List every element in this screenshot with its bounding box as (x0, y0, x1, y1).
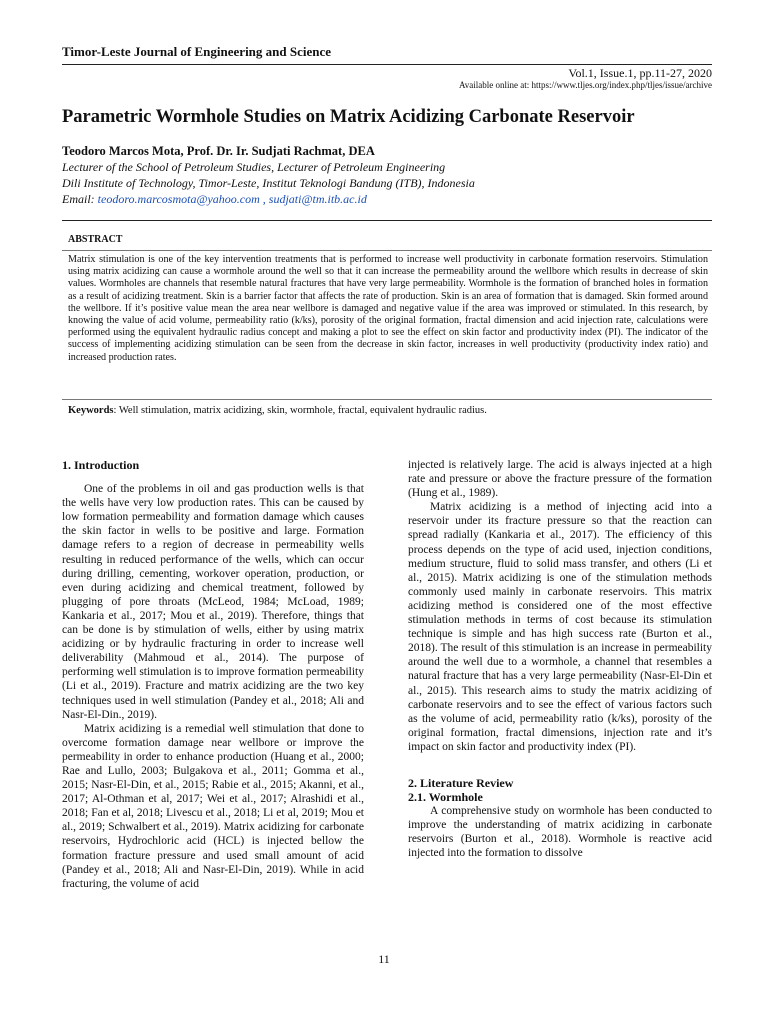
keywords-list: : Well stimulation, matrix acidizing, skin, wormhole, fractal, equivalent hydraulic radius. (113, 405, 487, 416)
abstract-heading: ABSTRACT (68, 234, 123, 245)
paragraph: Matrix acidizing is a method of injecting acid into a reservoir under its fracture pressure so that the reaction can spread radially (Kankaria et al., 2017). The efficiency of this process depends on the type of acid used, injection conditions, medium structure, fluid to solid mass transfer, and others (Li et al., 2015). Matrix acidizing is one of the stimulation methods commonly used mainly in carbonate reservoirs. This matrix acidizing method is considered one of the most effective stimulation methods in terms of cost because its stimulation technique is simple and has high success rate (Burton et al., 2018). The result of this stimulation is an increase in permeability around the well due to a wormhole, a channel that resembles a natural fracture that has a very large permeability (Nasr-El-Din et al., 2015). This research aims to study the matrix acidizing of carbonate reservoirs and to see the effect of various factors such as the volume of acid, permeability ratio (k/ks), porosity of the original formation, fractal dimensions, injection rate and it’s impact on skin factor and productivity index (PI). (408, 501, 712, 753)
keywords-label: Keywords (68, 405, 114, 416)
title-rule (62, 220, 712, 221)
paper-title: Parametric Wormhole Studies on Matrix Acidizing Carbonate Reservoir (62, 107, 635, 127)
page-number: 11 (378, 952, 390, 966)
email-addresses[interactable]: teodoro.marcosmota@yahoo.com , sudjati@tm.itb.ac.id (97, 192, 367, 206)
spacer (408, 754, 712, 776)
email-line (62, 192, 367, 207)
left-column (62, 458, 364, 891)
abstract-text: Matrix stimulation is one of the key intervention treatments that is performed to increase well productivity in carbonate formation reservoirs. Stimulation using matrix acidizing can cause a wormhole around the well so that it can increase the permeability around the wellbore which results in decrease of skin values. Wormholes are channels that resemble natural fractures that have very large permeability. Wormhole is the formation of branched holes in formation as a result of acidizing treatment. Skin is a barrier factor that affects the rate of production. Skin is an area of formation that is damaged. Skin formed around the wellbore. If it’s positive value mean the area near wellbore is damaged and negative value if the area was improved or stimulated. In this research, by knowing the value of acid volume, permeability ratio (k/ks), porosity of the original formation, fractal dimension and acid injection rate, calculations were performed using the equivalent hydraulic radius concept and making a plot to see the effect on skin factor and productivity index (PI). The indicator of the success of implementing acidizing stimulation can be seen from the decrease in skin factor, increases in well productivity (productivity index ratio) and increased production rates. (68, 254, 708, 363)
right-column (408, 458, 712, 861)
paragraph: Matrix acidizing is a remedial well stimulation that done to overcome formation damage near wellbore or improve the permeability in order to enhance production (Huang et al., 2000; Rae and Lullo, 2003; Bulgakova et al., 2011; Gomma et al., 2015; Nasr-El-Din, et al., 2015; Rabie et al., 2015; Akanni, et al., 2017; Al-Othman et al, 2017; Wei et al., 2017; Alrashidi et al., 2018; Fan et al, 2018; Livescu et al., 2018; Li et al, 2019; Mou et al., 2019; Schwalbert et al., 2019). Matrix acidizing for carbonate reservoirs, Hydrochloric acid (HCL) is injected bellow the formation fracture pressure and used small amount of acid (Pandey et al., 2018; Ali and Nasr-El-Din, 2019). While in acid fracturing, the volume of acid (62, 722, 364, 890)
keywords (68, 405, 487, 416)
email-label: Email: (62, 192, 98, 206)
subsection-heading-wormhole: 2.1. Wormhole (408, 790, 483, 805)
section-heading-introduction: 1. Introduction (62, 458, 140, 472)
paragraph: injected is relatively large. The acid is always injected at a high rate and pressure or above the fracture pressure of the formation (Hung et al., 1989). (408, 459, 712, 500)
availability-link[interactable]: Available online at: https://www.tljes.org/index.php/tljes/issue/archive (458, 80, 712, 90)
section-heading-literature-review: 2. Literature Review (408, 775, 514, 790)
header-rule (62, 64, 712, 65)
affiliation-2: Dili Institute of Technology, Timor-Leste, Institut Teknologi Bandung (ITB), Indonesia (62, 176, 475, 190)
paragraph: A comprehensive study on wormhole has been conducted to improve the understanding of matrix acidizing in carbonate reservoirs (Burton et al., 2018). Wormhole is reactive acid injected into the formation to dissolve (408, 805, 712, 860)
authors: Teodoro Marcos Mota, Prof. Dr. Ir. Sudjati Rachmat, DEA (62, 144, 375, 158)
journal-name: Timor-Leste Journal of Engineering and Science (62, 44, 332, 59)
affiliation-1: Lecturer of the School of Petroleum Studies, Lecturer of Petroleum Engineering (62, 160, 446, 174)
paragraph: One of the problems in oil and gas production wells is that the wells have very low production rates. This can be caused by low formation permeability and formation damage which causes the skin factor in wells to be positive and large. Formation damage refers to a region of decrease in permeability wells resulting in reduced performance of the wells, which can occur during drilling, cementing, workover operation, production, or even during acidizing and chemical treatment, followed by plugging of pore throats (McLeod, 1984; McLoad, 1989; Kankaria et al., 2017; Mou et al., 2019). Therefore, things that can be done is by stimulation of wells, either by using matrix acidizing or by hydraulic fracturing in order to increase well deliverability (Mahmoud et al., 2014). The purpose of performing well stimulation is to improve formation permeability (Li et al., 2019). Fracture and matrix acidizing are the two key techniques used in well stimulation (Pandey et al., 2018; Ali and Nasr-El-Din., 2019). (62, 483, 364, 721)
volume-info: Vol.1, Issue.1, pp.11-27, 2020 (568, 66, 712, 80)
